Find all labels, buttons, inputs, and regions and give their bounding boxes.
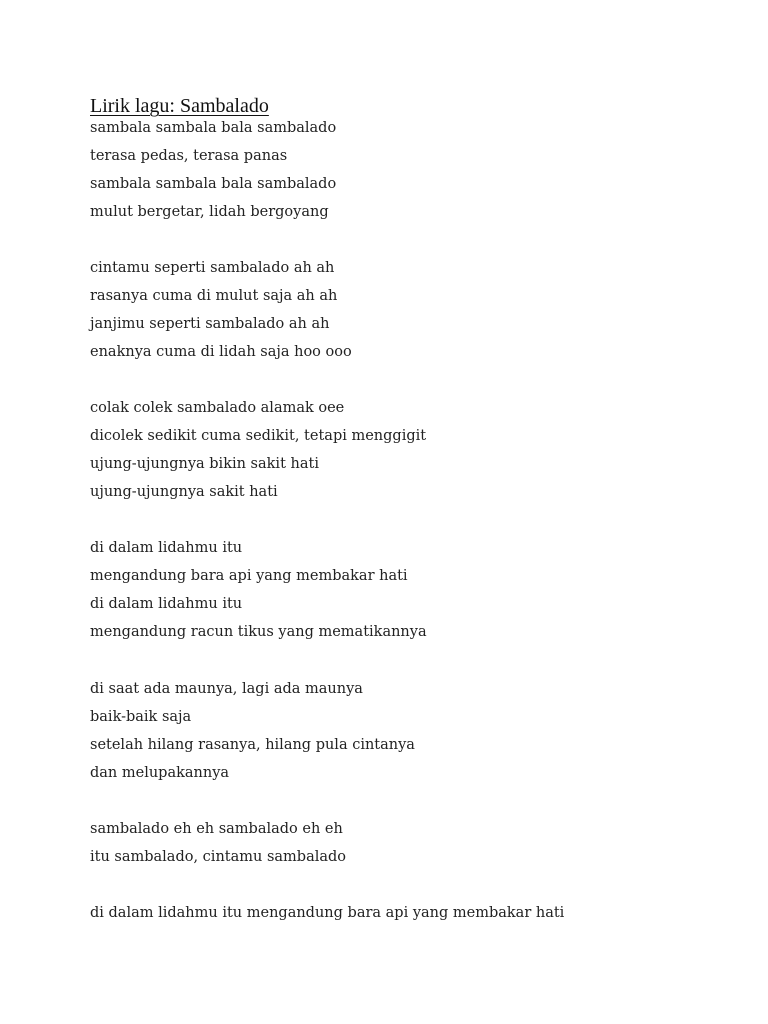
lyric-line: colak colek sambalado alamak oee bbox=[90, 400, 345, 416]
lyric-line: terasa pedas, terasa panas bbox=[90, 148, 288, 164]
lyric-line: cintamu seperti sambalado ah ah bbox=[90, 260, 335, 276]
lyric-line: sambalado eh eh sambalado eh eh bbox=[90, 821, 343, 837]
lyric-line: sambala sambala bala sambalado bbox=[90, 176, 337, 192]
lyric-line: mengandung bara api yang membakar hati bbox=[90, 568, 408, 584]
lyric-line: sambala sambala bala sambalado bbox=[90, 120, 337, 136]
lyric-line: enaknya cuma di lidah saja hoo ooo bbox=[90, 344, 352, 360]
lyric-line: itu sambalado, cintamu sambalado bbox=[90, 849, 347, 865]
lyric-line: ujung-ujungnya sakit hati bbox=[90, 484, 278, 500]
lyric-line: mulut bergetar, lidah bergoyang bbox=[90, 204, 329, 220]
document-title: Lirik lagu: Sambalado bbox=[90, 95, 269, 117]
lyric-line: dicolek sedikit cuma sedikit, tetapi menggigit bbox=[90, 428, 427, 444]
lyric-line: janjimu seperti sambalado ah ah bbox=[90, 316, 330, 332]
lyric-line: mengandung racun tikus yang mematikannya bbox=[90, 624, 427, 640]
lyric-line: ujung-ujungnya bikin sakit hati bbox=[90, 456, 319, 472]
lyric-line: di dalam lidahmu itu bbox=[90, 596, 243, 612]
lyric-line: baik-baik saja bbox=[90, 709, 192, 725]
lyric-line: di saat ada maunya, lagi ada maunya bbox=[90, 681, 363, 697]
lyric-line: setelah hilang rasanya, hilang pula cintanya bbox=[90, 737, 415, 753]
lyric-line: dan melupakannya bbox=[90, 765, 230, 781]
lyric-line: di dalam lidahmu itu bbox=[90, 540, 243, 556]
lyric-line: di dalam lidahmu itu mengandung bara api yang membakar hati bbox=[90, 905, 565, 921]
lyric-line: rasanya cuma di mulut saja ah ah bbox=[90, 288, 338, 304]
